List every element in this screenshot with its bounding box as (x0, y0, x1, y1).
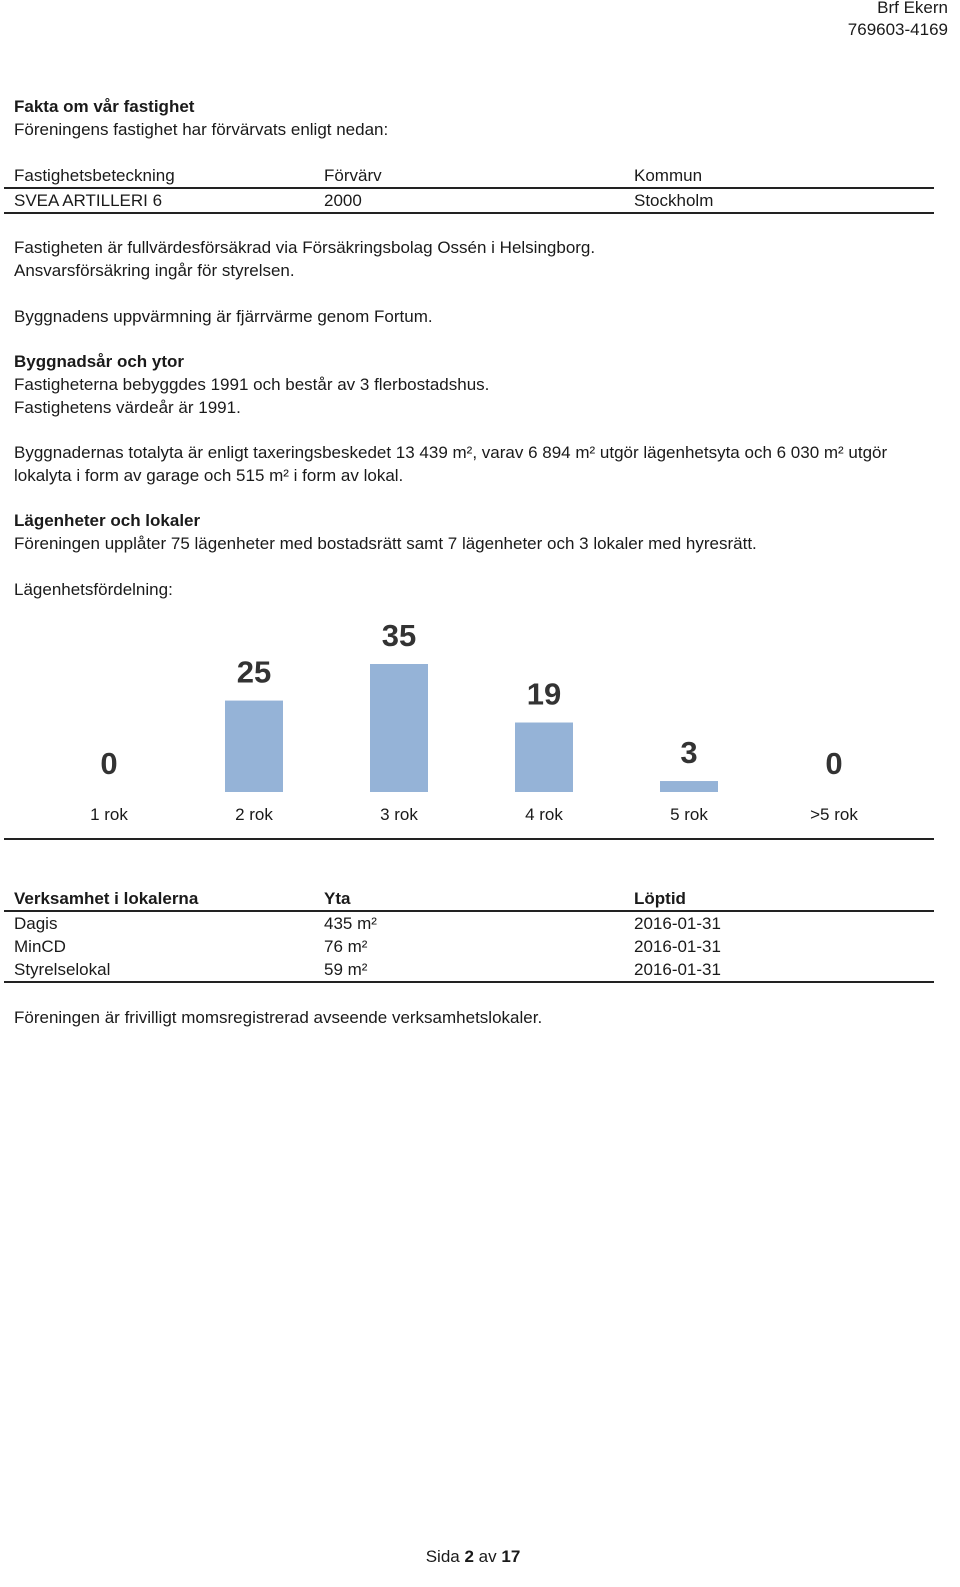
table-header-cell: Löptid (624, 887, 934, 911)
insurance-text: Fastigheten är fullvärdesförsäkrad via Försäkringsbolag Ossén i Helsingborg. (14, 238, 596, 257)
table-cell: MinCD (14, 937, 66, 956)
liability-text: Ansvarsförsäkring ingår för styrelsen. (14, 261, 295, 280)
heating-text: Byggnadens uppvärmning är fjärrvärme genom Fortum. (14, 307, 433, 326)
table-cell: 435 m² (324, 914, 377, 933)
footer-sep: av (478, 1547, 497, 1566)
vat-note: Föreningen är frivilligt momsregistrerad avseende verksamhetslokaler. (14, 1008, 543, 1027)
table-header-row (4, 887, 934, 911)
table-cell: 59 m² (314, 958, 624, 982)
table-header-cell: Kommun (624, 164, 934, 188)
table-row (4, 958, 934, 982)
bar-1 (225, 701, 283, 792)
category-label: 1 rok (90, 805, 128, 824)
category-label: 4 rok (525, 805, 563, 824)
table-cell: SVEA ARTILLERI 6 (4, 188, 314, 213)
category-label: 5 rok (670, 805, 708, 824)
category-label: 2 rok (235, 805, 273, 824)
table-cell: 76 m² (324, 937, 368, 956)
table-row (4, 911, 934, 935)
bar-value-label: 19 (526, 676, 562, 712)
section-title-units: Lägenheter och lokaler (14, 511, 201, 530)
category-label: >5 rok (810, 805, 858, 824)
units-text: Föreningen upplåter 75 lägenheter med bostadsrätt samt 7 lägenheter och 3 lokaler med hyresrätt. (14, 534, 757, 553)
table-header-row (4, 164, 934, 188)
footer-total: 17 (501, 1547, 521, 1566)
distribution-label: Lägenhetsfördelning: (14, 580, 173, 599)
org-number: 769603-4169 (847, 20, 948, 39)
table-header-cell: Förvärv (314, 164, 624, 188)
page-footer (0, 1546, 946, 1568)
section-title-building: Byggnadsår och ytor (14, 352, 185, 371)
table-cell: Styrelselokal (4, 958, 314, 982)
table-cell: 2016-01-31 (634, 937, 721, 956)
category-label: 3 rok (380, 805, 418, 824)
table-cell: 2016-01-31 (634, 914, 721, 933)
table-row (4, 188, 934, 213)
area-text-cont: lokalyta i form av garage och 515 m² i form av lokal. (14, 466, 404, 485)
chart-divider (4, 838, 934, 840)
bar-value-label: 0 (825, 746, 843, 781)
table-cell: 2016-01-31 (624, 958, 934, 982)
apartment-distribution-chart (0, 610, 960, 830)
table-cell: 2000 (314, 188, 624, 213)
bar-2 (370, 664, 428, 792)
bar-3 (515, 723, 573, 792)
bar-value-label: 0 (100, 746, 118, 781)
table-cell: Stockholm (624, 188, 934, 213)
building-text: Fastigheterna bebyggdes 1991 och består av 3 flerbostadshus. (14, 375, 490, 394)
property-table (4, 164, 934, 214)
table-header-cell: Fastighetsbeteckning (4, 164, 314, 188)
bar-value-label: 3 (680, 735, 698, 771)
area-text: Byggnadernas totalyta är enligt taxeringsbeskedet 13 439 m², varav 6 894 m² utgör lägenhetsyta och 6 030 m² utgör (14, 443, 888, 462)
bar-value-label: 25 (236, 654, 272, 690)
org-name: Brf Ekern (877, 0, 948, 17)
table-row (4, 935, 934, 958)
table-header-cell: Yta (314, 887, 624, 911)
table-cell: Dagis (14, 914, 58, 933)
bar-4 (660, 781, 718, 792)
table-header-cell: Verksamhet i lokalerna (4, 887, 314, 911)
facts-intro: Föreningens fastighet har förvärvats enligt nedan: (14, 120, 389, 139)
value-year-text: Fastighetens värdeår är 1991. (14, 398, 241, 417)
footer-prefix: Sida (425, 1547, 460, 1566)
premises-table (4, 887, 934, 983)
section-title-facts: Fakta om vår fastighet (14, 97, 195, 116)
bar-value-label: 35 (381, 618, 417, 653)
footer-page: 2 (464, 1547, 474, 1566)
